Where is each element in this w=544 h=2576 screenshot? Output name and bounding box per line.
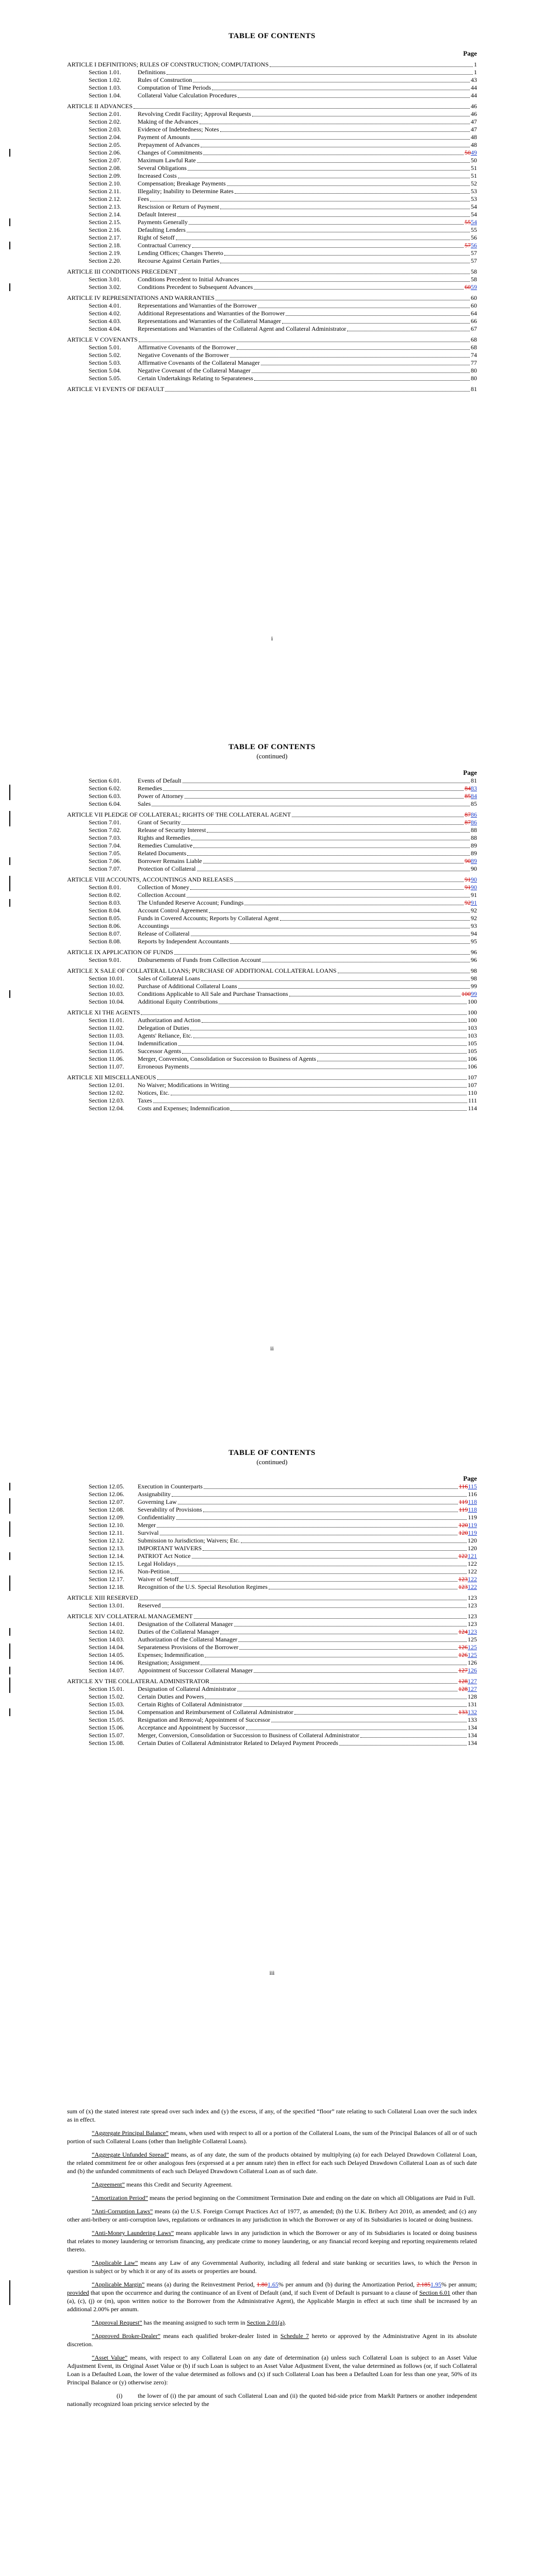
toc-continued: (continued)	[256, 752, 288, 760]
toc-article-13[interactable]: ARTICLE XIII RESERVED 123	[67, 1594, 477, 1601]
change-bar	[9, 1677, 10, 1685]
toc-article-3[interactable]: ARTICLE III CONDITIONS PRECEDENT 58	[67, 268, 477, 275]
toc-section-14-04[interactable]: Section 14.04. Separateness Provisions of the Borrower 126125	[67, 1643, 477, 1651]
change-bar	[9, 785, 10, 792]
def-asset-value: “Asset Value” means, with respect to any Collateral Loan on any date of determination (a) unless such Collateral Loan is subject to an Asset Value Adjustment Event, its Original Asset Value or (b) if such Loan is subject to an Asset Value Adjustment Event, the value determined as follows (or, if such Collateral Loan is a Defaulted Loan, the lower of the value determined as follows and (x) if such Collateral Loan has been a Defaulted Loan for less than one year, 50% of its Principal Balance or (y) otherwise zero):	[67, 2354, 477, 2386]
def-amortization-period: “Amortization Period” means the period beginning on the Commitment Termination Date and ending on the date on which all Obligations are Paid in Full.	[92, 2194, 475, 2201]
toc-section-8-04[interactable]: Section 8.04. Account Control Agreement 92	[89, 907, 477, 914]
toc-section-10-04[interactable]: Section 10.04. Additional Equity Contributions 100	[89, 998, 477, 1005]
toc-section-6-03[interactable]: Section 6.03. Power of Attorney 8584	[67, 792, 477, 800]
toc-section-12-13[interactable]: Section 12.13. IMPORTANT WAIVERS 120	[89, 1545, 477, 1552]
defined-term: “Applicable Margin”	[92, 2281, 145, 2288]
toc-section-6-02[interactable]: Section 6.02. Remedies 8483	[67, 785, 477, 792]
toc-article-15[interactable]: ARTICLE XV THE COLLATERAL ADMINISTRATOR 128127	[67, 1677, 477, 1685]
toc-section-12-17[interactable]: Section 12.17. Waiver of Setoff 123122	[67, 1575, 477, 1583]
toc-section-4-02[interactable]: Section 4.02. Additional Representations and Warranties of the Borrower 64	[89, 310, 477, 317]
toc-section-4-04[interactable]: Section 4.04. Representations and Warranties of the Collateral Agent and Collateral Administrator 67	[89, 325, 477, 332]
defined-term: “Approved Broker-Dealer”	[92, 2332, 161, 2340]
toc-section-12-11[interactable]: Section 12.11. Survival 120119	[67, 1529, 477, 1537]
change-bar	[9, 1575, 10, 1583]
toc-section-1-04[interactable]: Section 1.04. Collateral Value Calculation Procedures 44	[89, 92, 477, 99]
toc-section-11-02[interactable]: Section 11.02. Delegation of Duties 103	[89, 1024, 477, 1031]
toc-section-7-03[interactable]: Section 7.03. Rights and Remedies 88	[89, 834, 477, 841]
toc-section-12-01[interactable]: Section 12.01. No Waiver; Modifications in Writing 107	[89, 1081, 477, 1089]
toc-section-12-14[interactable]: Section 12.14. PATRIOT Act Notice 122121	[67, 1552, 477, 1560]
def-anti-money-laundering-laws: “Anti-Money Laundering Laws” means applicable laws in any jurisdiction in which the Borrower or any of its Subsidiaries is located or doing business that relates to money laundering or terrorism financing, any predicate crime to money laundering, or any financial record keeping and reporting requirements related thereto.	[67, 2229, 477, 2253]
defined-term: “Anti-Money Laundering Laws”	[92, 2229, 174, 2236]
change-bar	[9, 1708, 10, 1716]
change-bar	[9, 1521, 10, 1529]
change-bar	[9, 1685, 10, 1693]
section-reference-link[interactable]: Section 6.01	[419, 2289, 451, 2296]
change-bar	[9, 283, 10, 291]
toc-section-8-08[interactable]: Section 8.08. Reports by Independent Accountants 95	[89, 938, 477, 945]
page-column-header: Page	[463, 1475, 477, 1482]
def-applicable-law: “Applicable Law” means any Law of any Governmental Authority, including all federal and state banking or securities laws, to which the Person in question is subject or by which it or any of its assets or properties are bound.	[67, 2259, 477, 2275]
toc-article-5[interactable]: ARTICLE V COVENANTS 68	[67, 336, 477, 343]
toc-section-12-05[interactable]: Section 12.05. Execution in Counterparts 116115	[67, 1483, 477, 1490]
toc-section-15-02[interactable]: Section 15.02. Certain Duties and Powers 128	[89, 1693, 477, 1700]
toc-section-2-05[interactable]: Section 2.05. Prepayment of Advances 48	[89, 141, 477, 148]
toc-page-1	[0, 0, 544, 711]
toc-article-1[interactable]: ARTICLE I DEFINITIONS; RULES OF CONSTRUCTION; COMPUTATIONS 1	[67, 61, 477, 68]
toc-section-6-04[interactable]: Section 6.04. Sales 85	[89, 800, 477, 807]
toc-section-2-11[interactable]: Section 2.11. Illegality; Inability to Determine Rates 53	[89, 188, 477, 195]
toc-section-5-03[interactable]: Section 5.03. Affirmative Covenants of the Collateral Manager 77	[89, 359, 477, 366]
toc-section-12-15[interactable]: Section 12.15. Legal Holidays 122	[89, 1560, 477, 1567]
defined-term: “Anti-Corruption Laws”	[92, 2208, 153, 2215]
change-bar	[9, 1552, 10, 1560]
toc-section-15-05[interactable]: Section 15.05. Resignation and Removal; Appointment of Successor 133	[89, 1716, 477, 1723]
def-aggregate-principal-balance: “Aggregate Principal Balance” means, when used with respect to all or a portion of the Collateral Loans, the sum of the Principal Balances of all or of such portion of such Collateral Loans (other than Ineligible Collateral Loans).	[67, 2129, 477, 2145]
toc-section-6-01[interactable]: Section 6.01. Events of Default 81	[89, 777, 477, 784]
toc-continued: (continued)	[256, 1458, 288, 1466]
toc-article-12[interactable]: ARTICLE XII MISCELLANEOUS 107	[67, 1074, 477, 1081]
toc-article-8[interactable]: ARTICLE VIII ACCOUNTS, ACCOUNTINGS AND RELEASES 9190	[67, 876, 477, 884]
toc-section-2-15[interactable]: Section 2.15. Payments Generally 5554	[67, 218, 477, 226]
toc-article-9[interactable]: ARTICLE IX APPLICATION OF FUNDS 96	[67, 948, 477, 956]
toc-section-2-07[interactable]: Section 2.07. Maximum Lawful Rate 50	[89, 157, 477, 164]
para-continuation: sum of (x) the stated interest rate spread over such index and (y) the excess, if any, of the specified “floor” rate relating to such Collateral Loan over the such index as in effect.	[67, 2108, 477, 2123]
toc-section-14-02[interactable]: Section 14.02. Duties of the Collateral Manager 124123	[67, 1628, 477, 1636]
toc-section-12-03[interactable]: Section 12.03. Taxes 111	[89, 1097, 477, 1104]
change-bar	[9, 149, 10, 157]
toc-article-7[interactable]: ARTICLE VII PLEDGE OF COLLATERAL; RIGHTS OF THE COLLATERAL AGENT 8786	[67, 811, 477, 819]
def-anti-corruption-laws: “Anti-Corruption Laws” means (a) the U.S. Foreign Corrupt Practices Act of 1977, as amended; (b) the U.K. Bribery Act 2010, as amended; and (c) any other anti-bribery or anti-corruption laws, regulations or ordinances in any jurisdiction in which the Borrower or any of its Subsidiaries is located or doing business.	[67, 2208, 477, 2223]
toc-list	[67, 1483, 477, 1747]
toc-section-4-01[interactable]: Section 4.01. Representations and Warranties of the Borrower 60	[89, 302, 477, 309]
toc-section-2-20[interactable]: Section 2.20. Recourse Against Certain Parties 57	[89, 257, 477, 264]
toc-section-12-06[interactable]: Section 12.06. Assignability 116	[89, 1490, 477, 1498]
toc-section-15-08[interactable]: Section 15.08. Certain Duties of Collateral Administrator Related to Delayed Payment Proceeds 134	[89, 1739, 477, 1747]
toc-section-8-02[interactable]: Section 8.02. Collection Account 91	[89, 891, 477, 899]
toc-section-10-02[interactable]: Section 10.02. Purchase of Additional Collateral Loans 99	[89, 982, 477, 990]
change-bar	[9, 811, 10, 819]
toc-section-8-06[interactable]: Section 8.06. Accountings 93	[89, 922, 477, 929]
change-bar	[9, 1483, 10, 1490]
change-bar	[9, 1529, 10, 1537]
toc-section-8-01[interactable]: Section 8.01. Collection of Money 9190	[67, 884, 477, 891]
toc-section-12-12[interactable]: Section 12.12. Submission to Jurisdiction; Waivers; Etc. 120	[89, 1537, 477, 1544]
toc-section-1-01[interactable]: Section 1.01. Definitions 1	[89, 69, 477, 76]
toc-section-2-08[interactable]: Section 2.08. Several Obligations 51	[89, 164, 477, 172]
toc-section-7-06[interactable]: Section 7.06. Borrower Remains Liable 9089	[67, 857, 477, 865]
change-bar	[9, 2280, 10, 2305]
change-bar	[9, 1498, 10, 1506]
toc-section-12-09[interactable]: Section 12.09. Confidentiality 119	[89, 1514, 477, 1521]
change-bar	[9, 242, 10, 249]
toc-section-8-07[interactable]: Section 8.07. Release of Collateral 94	[89, 930, 477, 937]
toc-section-4-03[interactable]: Section 4.03. Representations and Warranties of the Collateral Manager 66	[89, 317, 477, 325]
toc-article-14[interactable]: ARTICLE XIV COLLATERAL MANAGEMENT 123	[67, 1613, 477, 1620]
defined-term: “Amortization Period”	[92, 2194, 148, 2201]
toc-section-2-03[interactable]: Section 2.03. Evidence of Indebtedness; Notes 47	[89, 126, 477, 133]
toc-title: TABLE OF CONTENTS	[228, 743, 316, 751]
toc-section-12-08[interactable]: Section 12.08. Severability of Provisions 119118	[67, 1506, 477, 1514]
toc-list	[67, 777, 477, 1112]
toc-section-2-04[interactable]: Section 2.04. Payment of Amounts 48	[89, 133, 477, 141]
toc-section-15-07[interactable]: Section 15.07. Merger, Conversion, Consolidation or Succession to Business of Collateral Administrator 134	[89, 1732, 477, 1739]
page-number: ii	[270, 1345, 274, 1352]
page-number: iii	[269, 1969, 275, 1976]
toc-section-2-19[interactable]: Section 2.19. Lending Offices; Changes Thereto 57	[89, 249, 477, 257]
toc-section-2-09[interactable]: Section 2.09. Increased Costs 51	[89, 172, 477, 179]
change-bar	[9, 1506, 10, 1514]
toc-section-2-18[interactable]: Section 2.18. Contractual Currency 5756	[67, 242, 477, 249]
toc-section-11-05[interactable]: Section 11.05. Successor Agents 105	[89, 1047, 477, 1055]
change-bar	[9, 884, 10, 891]
toc-article-6[interactable]: ARTICLE VI EVENTS OF DEFAULT 81	[67, 385, 477, 393]
toc-section-11-03[interactable]: Section 11.03. Agents' Reliance, Etc. 103	[89, 1032, 477, 1039]
schedule-reference-link[interactable]: Schedule 7	[280, 2332, 309, 2340]
toc-section-3-02[interactable]: Section 3.02. Conditions Precedent to Subsequent Advances 6059	[67, 283, 477, 291]
toc-section-13-01[interactable]: Section 13.01. Reserved 123	[89, 1602, 477, 1609]
toc-title: TABLE OF CONTENTS	[228, 1449, 316, 1457]
change-bar	[9, 1628, 10, 1636]
defined-term: “Approval Request”	[92, 2319, 142, 2326]
def-asset-value-clause-i: (i) the lower of (i) the par amount of such Collateral Loan and (ii) the quoted bid-side price from MarkIt Partners or another independent nationally recognized loan pricing service selected by the	[67, 2392, 477, 2408]
toc-section-7-02[interactable]: Section 7.02. Release of Security Interest 88	[89, 826, 477, 834]
toc-section-7-07[interactable]: Section 7.07. Protection of Collateral 90	[89, 865, 477, 872]
change-bar	[9, 792, 10, 800]
toc-section-2-01[interactable]: Section 2.01. Revolving Credit Facility; Approval Requests 46	[89, 110, 477, 117]
change-bar	[9, 899, 10, 907]
toc-section-5-01[interactable]: Section 5.01. Affirmative Covenants of the Borrower 68	[89, 344, 477, 351]
toc-section-11-04[interactable]: Section 11.04. Indemnification 105	[89, 1040, 477, 1047]
toc-section-8-05[interactable]: Section 8.05. Funds in Covered Accounts; Reports by Collateral Agent 92	[89, 914, 477, 922]
toc-section-12-07[interactable]: Section 12.07. Governing Law 119118	[67, 1498, 477, 1506]
change-bar	[9, 1643, 10, 1651]
def-aggregate-unfunded-spread: “Aggregate Unfunded Spread” means, as of any date, the sum of the products obtained by multiplying (a) for each Delayed Drawdown Collateral Loan, the related commitment fee or other analogous fees (expressed at a per annum rate) then in effect for each such Delayed Drawdown Collateral Loan as of such date and (b) the unfunded commitments of each such Delayed Drawdown Collateral Loan as of such date.	[67, 2151, 477, 2175]
toc-list	[67, 58, 477, 393]
toc-page-3	[0, 1417, 544, 2087]
toc-section-15-01[interactable]: Section 15.01. Designation of Collateral Administrator 128127	[67, 1685, 477, 1693]
toc-page-2	[0, 711, 544, 1417]
page-column-header: Page	[463, 769, 477, 776]
change-bar	[9, 1583, 10, 1591]
change-bar	[9, 1651, 10, 1659]
toc-section-12-18[interactable]: Section 12.18. Recognition of the U.S. Special Resolution Regimes 123122	[67, 1583, 477, 1591]
change-bar	[9, 857, 10, 865]
toc-section-10-03[interactable]: Section 10.03. Conditions Applicable to All Sale and Purchase Transactions 10099	[67, 990, 477, 998]
toc-section-10-01[interactable]: Section 10.01. Sales of Collateral Loans 98	[89, 975, 477, 982]
toc-section-14-05[interactable]: Section 14.05. Expenses; Indemnification 126125	[67, 1651, 477, 1659]
change-bar	[9, 1667, 10, 1674]
toc-section-1-02[interactable]: Section 1.02. Rules of Construction 43	[89, 76, 477, 83]
toc-section-2-16[interactable]: Section 2.16. Defaulting Lenders 55	[89, 226, 477, 233]
toc-section-2-02[interactable]: Section 2.02. Making of the Advances 47	[89, 118, 477, 125]
toc-section-12-04[interactable]: Section 12.04. Costs and Expenses; Indemnification 114	[89, 1105, 477, 1112]
body-page-3	[0, 2087, 544, 2576]
toc-section-7-01[interactable]: Section 7.01. Grant of Security 8786	[67, 819, 477, 826]
toc-section-5-04[interactable]: Section 5.04. Negative Covenant of the Collateral Manager 80	[89, 367, 477, 374]
toc-section-7-04[interactable]: Section 7.04. Remedies Cumulative 89	[89, 842, 477, 849]
toc-section-2-14[interactable]: Section 2.14. Default Interest 54	[89, 211, 477, 218]
toc-section-14-06[interactable]: Section 14.06. Resignation; Assignment 126	[89, 1659, 477, 1666]
def-approved-broker-dealer: “Approved Broker-Dealer” means each qualified broker-dealer listed in Schedule 7 hereto or approved by the Administrative Agent in its absolute discretion.	[67, 2332, 477, 2348]
toc-section-2-13[interactable]: Section 2.13. Rescission or Return of Payment 54	[89, 203, 477, 210]
toc-section-7-05[interactable]: Section 7.05. Related Documents 89	[89, 850, 477, 857]
toc-section-2-10[interactable]: Section 2.10. Compensation; Breakage Payments 52	[89, 180, 477, 187]
toc-section-5-05[interactable]: Section 5.05. Certain Undertakings Relating to Separateness 80	[89, 375, 477, 382]
page-number: i	[271, 635, 273, 642]
change-bar	[9, 876, 10, 884]
toc-section-5-02[interactable]: Section 5.02. Negative Covenants of the Borrower 74	[89, 351, 477, 359]
defined-term: “Applicable Law”	[92, 2259, 138, 2266]
defined-term: “Aggregate Principal Balance”	[92, 2129, 169, 2137]
change-bar	[9, 218, 10, 226]
defined-term: “Agreement”	[92, 2181, 125, 2188]
toc-section-15-04[interactable]: Section 15.04. Compensation and Reimbursement of Collateral Administrator 133132	[67, 1708, 477, 1716]
toc-section-9-01[interactable]: Section 9.01. Disbursements of Funds from Collection Account 96	[89, 956, 477, 963]
toc-section-15-03[interactable]: Section 15.03. Certain Rights of Collateral Administrator 131	[89, 1701, 477, 1708]
page-column-header: Page	[463, 49, 477, 57]
toc-section-2-17[interactable]: Section 2.17. Right of Setoff 56	[89, 234, 477, 241]
toc-title: TABLE OF CONTENTS	[228, 32, 316, 40]
toc-section-2-06[interactable]: Section 2.06. Changes of Commitments 5049	[67, 149, 477, 157]
toc-section-14-01[interactable]: Section 14.01. Designation of the Collateral Manager 123	[89, 1620, 477, 1628]
toc-article-4[interactable]: ARTICLE IV REPRESENTATIONS AND WARRANTIES 60	[67, 294, 477, 301]
toc-section-12-16[interactable]: Section 12.16. Non-Petition 122	[89, 1568, 477, 1575]
change-bar	[9, 990, 10, 998]
toc-section-2-12[interactable]: Section 2.12. Fees 53	[89, 195, 477, 202]
change-bar	[9, 819, 10, 826]
def-agreement: “Agreement” means this Credit and Security Agreement.	[92, 2181, 233, 2188]
toc-section-8-03[interactable]: Section 8.03. The Unfunded Reserve Account; Fundings 9291	[67, 899, 477, 907]
def-applicable-margin: “Applicable Margin” means (a) during the Reinvestment Period, 1.801.65% per annum and (b) during the Amortization Period, 2.1851.95% per annum; provided that upon the occurrence and during the continuance of an Event of Default (and, if such Event of Default is pursuant to a clause of Section 6.01 other than (a), (c), (j) or (m), upon written notice to the Borrower from the Administrative Agent), the Applicable Margin in effect at such time shall be increased by an additional 2.00% per annum.	[67, 2280, 477, 2313]
toc-section-15-06[interactable]: Section 15.06. Acceptance and Appointment by Successor 134	[89, 1724, 477, 1731]
def-approval-request: “Approval Request” has the meaning assigned to such term in Section 2.01(a).	[92, 2319, 286, 2326]
toc-article-11[interactable]: ARTICLE XI THE AGENTS 100	[67, 1009, 477, 1016]
toc-section-11-06[interactable]: Section 11.06. Merger, Conversion, Consolidation or Succession to Business of Agents 106	[89, 1055, 477, 1062]
section-reference-link[interactable]: Section 2.01(a)	[246, 2319, 285, 2326]
toc-section-14-03[interactable]: Section 14.03. Authorization of the Collateral Manager 125	[89, 1636, 477, 1643]
toc-section-12-10[interactable]: Section 12.10. Merger 120119	[67, 1521, 477, 1529]
defined-term: “Aggregate Unfunded Spread”	[92, 2151, 169, 2158]
toc-section-11-07[interactable]: Section 11.07. Erroneous Payments 106	[89, 1063, 477, 1070]
toc-section-12-02[interactable]: Section 12.02. Notices, Etc. 110	[89, 1089, 477, 1096]
toc-article-2[interactable]: ARTICLE II ADVANCES 46	[67, 103, 477, 110]
defined-term: “Asset Value”	[92, 2354, 128, 2361]
definitions-body	[67, 2107, 477, 2413]
toc-section-1-03[interactable]: Section 1.03. Computation of Time Periods 44	[89, 84, 477, 91]
toc-section-11-01[interactable]: Section 11.01. Authorization and Action 100	[89, 1016, 477, 1024]
toc-article-10[interactable]: ARTICLE X SALE OF COLLATERAL LOANS; PURCHASE OF ADDITIONAL COLLATERAL LOANS 98	[67, 967, 477, 974]
toc-section-14-07[interactable]: Section 14.07. Appointment of Successor Collateral Manager 127126	[67, 1667, 477, 1674]
toc-section-3-01[interactable]: Section 3.01. Conditions Precedent to Initial Advances 58	[89, 276, 477, 283]
